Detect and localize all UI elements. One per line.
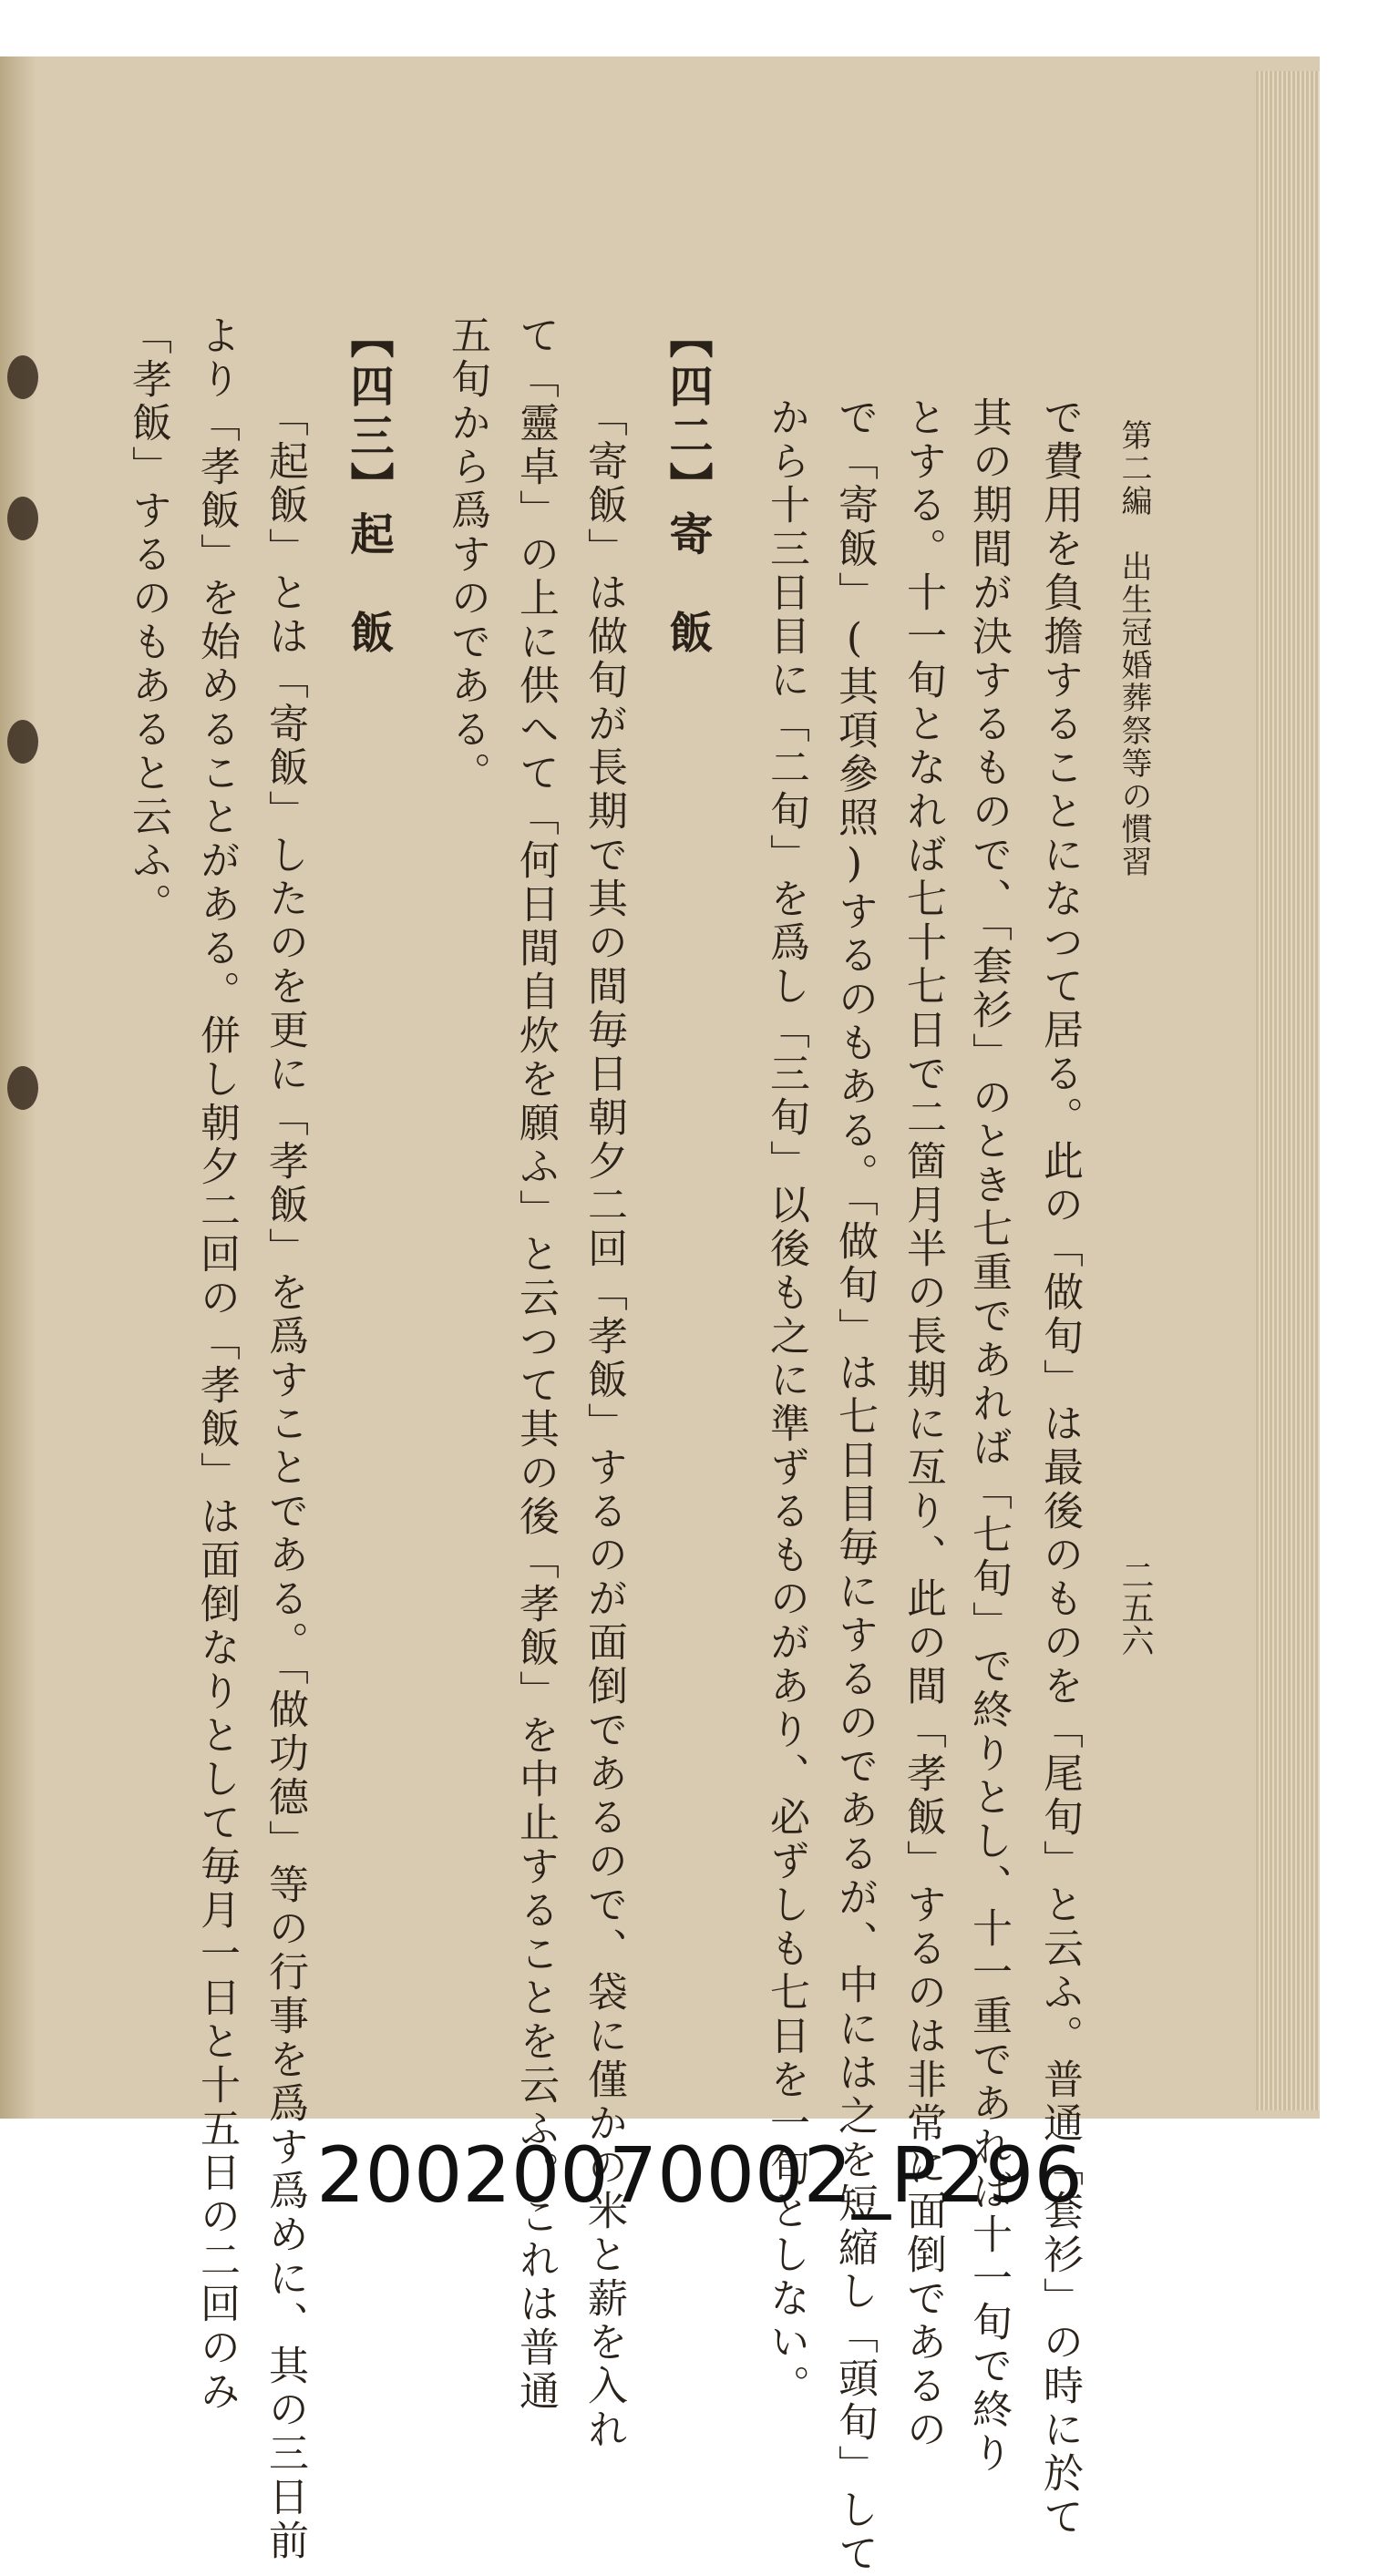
page-number: 二五六 (1116, 1558, 1154, 1657)
binding-hole (7, 1066, 38, 1110)
body-column: 「孝飯」するのもあると云ふ。 (125, 314, 171, 927)
binding-hole (7, 355, 38, 399)
accession-number: 20020070002_P296 (316, 2130, 1083, 2220)
running-header: 第二編 出生冠婚葬祭等の慣習 (1116, 419, 1152, 878)
body-column: 五旬から爲すのである。 (444, 314, 490, 795)
body-column: で「寄飯」(其項參照)するのもある。「做旬」は七日目毎にするのであるが、中には之を短縮し「頭旬」して (831, 396, 878, 2576)
binding-hole (7, 720, 38, 764)
body-column: 其の期間が決するもので、「套衫」のとき七重であれば「七旬」で終りとし、十一重であれば十一旬で終り (965, 396, 1012, 2476)
body-column: 「起飯」とは「寄飯」したのを更に「孝飯」を爲すことである。「做功德」等の行事を爲す爲めに、其の三日前 (262, 396, 308, 2563)
body-column: で費用を負擔することになつて居る。此の「做旬」は最後のものを「尾旬」と云ふ。普通「套衫」の時に於て (1036, 396, 1083, 2540)
body-column: から十三日目に「二旬」を爲し「三旬」以後も之に準ずるものがあり、必ずしも七日を一旬としない。 (763, 396, 809, 2408)
body-column: とする。十一旬となれば七十七日で二箇月半の長期に亙り、此の間「孝飯」するのは非常に面倒であるの (900, 396, 946, 2452)
body-column: 「寄飯」は做旬が長期で其の間毎日朝夕二回「孝飯」するのが面倒であるので、袋に僅かの米と薪を入れ (581, 396, 627, 2452)
section-heading: 【四二】寄 飯 (662, 314, 713, 659)
page-edges (1256, 71, 1320, 2110)
body-column: て「靈卓」の上に供へて「何日間自炊を願ふ」と云つて其の後「孝飯」を中止することを云ふ。これは普通 (512, 314, 559, 2414)
body-column: より「孝飯」を始めることがある。併し朝夕二回の「孝飯」は面倒なりとして毎月一日と十五日の二回のみ (193, 314, 240, 2414)
section-heading: 【四三】起 飯 (343, 314, 394, 659)
binding-hole (7, 497, 38, 540)
